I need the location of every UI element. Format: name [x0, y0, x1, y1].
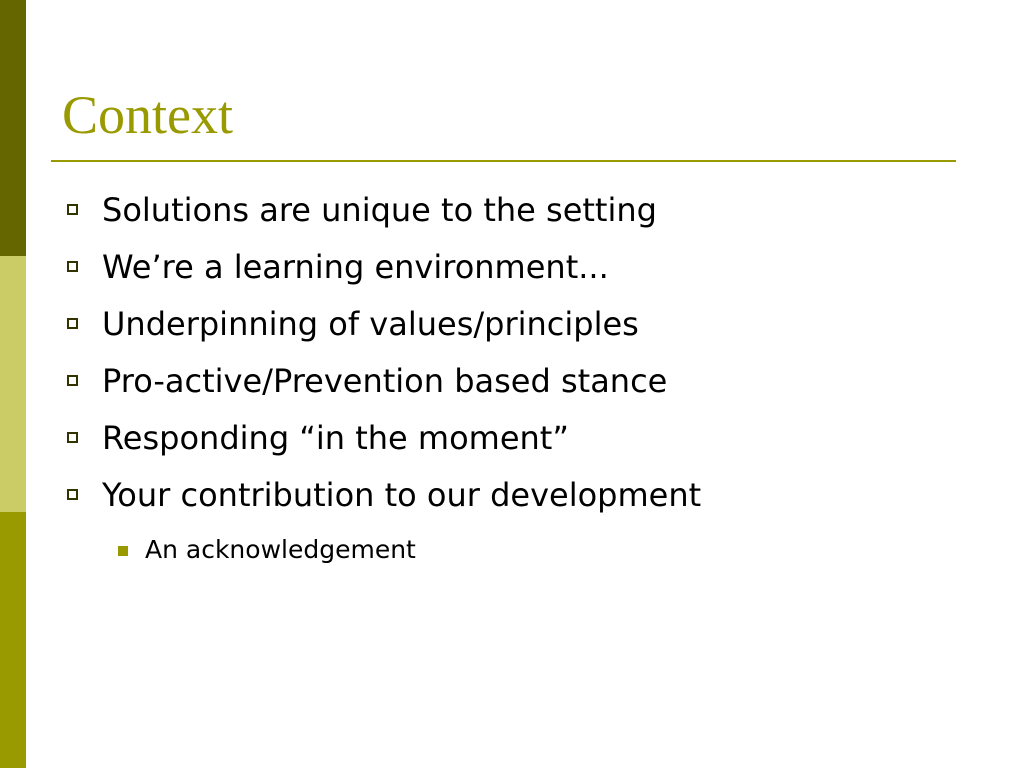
bullet-list: [0, 185, 1000, 527]
bullet-item: [0, 470, 1000, 527]
bullet-text: Underpinning of values/principles: [102, 305, 639, 343]
title-divider: [51, 160, 956, 162]
bullet-text: Pro-active/Prevention based stance: [102, 362, 668, 400]
hollow-square-bullet-icon: [67, 204, 78, 215]
hollow-square-bullet-icon: [67, 261, 78, 272]
hollow-square-bullet-icon: [67, 318, 78, 329]
bullet-text: We’re a learning environment...: [102, 248, 609, 286]
hollow-square-bullet-icon: [67, 432, 78, 443]
bullet-text: Responding “in the moment”: [102, 419, 569, 457]
slide-title: Context: [62, 85, 233, 145]
sub-bullet-text: An acknowledgement: [145, 535, 416, 564]
bullet-item: [0, 242, 1000, 299]
bullet-item: [0, 299, 1000, 356]
bullet-text: Your contribution to our development: [102, 476, 702, 514]
bullet-text: Solutions are unique to the setting: [102, 191, 657, 229]
bullet-item: [0, 185, 1000, 242]
hollow-square-bullet-icon: [67, 489, 78, 500]
bullet-item: [0, 413, 1000, 470]
filled-square-bullet-icon: [118, 546, 128, 556]
bullet-item: [0, 356, 1000, 413]
hollow-square-bullet-icon: [67, 375, 78, 386]
sub-bullet-item: [0, 530, 700, 570]
